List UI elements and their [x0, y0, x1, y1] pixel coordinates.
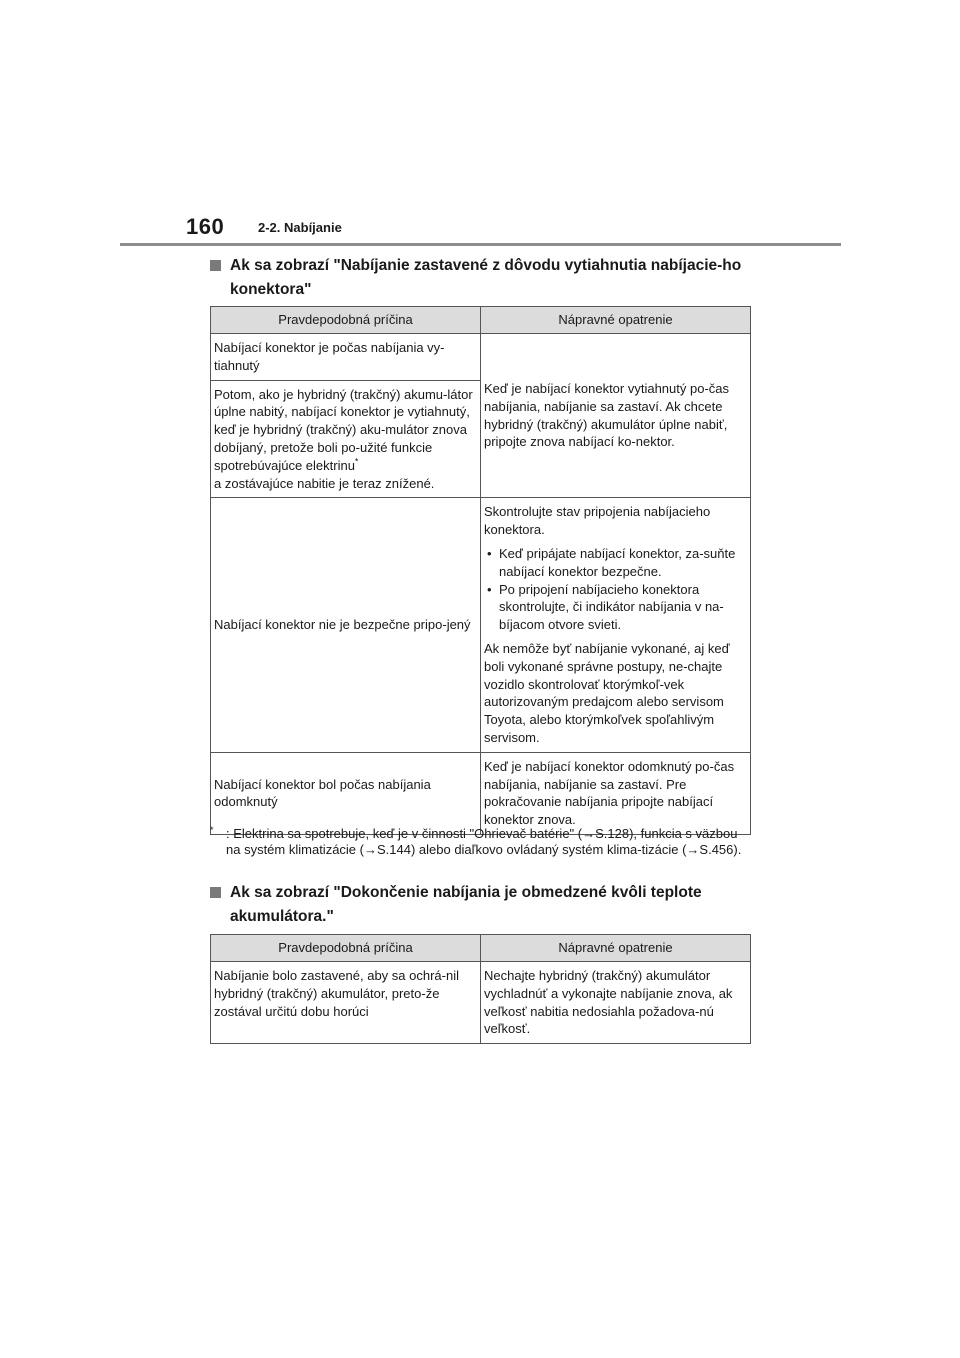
section-heading-1 [210, 254, 755, 302]
list-item: • Keď pripájate nabíjací konektor, za-suňte nabíjací konektor bezpečne. [484, 545, 747, 581]
running-head: 2-2. Nabíjanie [258, 220, 342, 235]
remedy-outro: Ak nemôže byť nabíjanie vykonané, aj keď boli vykonané správne postupy, ne-chajte vozidlo skontrolovať ktorýmkoľ-vek autorizovaným predajcom alebo servisom Toyota, alebo ktorýmkoľvek spoľahlivým servisom. [484, 640, 730, 745]
table-disconnect [210, 306, 751, 835]
remedy-cell: Keď je nabíjací konektor vytiahnutý po-čas nabíjania, nabíjanie sa zastaví. Ak chcete hybridný (trakčný) akumulátor úplne nabiť, pripojte znova nabíjací ko-nektor. [481, 334, 751, 498]
section-title: Ak sa zobrazí "Nabíjanie zastavené z dôvodu vytiahnutia nabíjacie-ho konektora" [230, 257, 742, 298]
cause-cell: Nabíjanie bolo zastavené, aby sa ochrá-nil hybridný (trakčný) akumulátor, preto-že zostával určitú dobu horúci [211, 962, 481, 1044]
cause-cell: Nabíjací konektor bol počas nabíjania odomknutý [211, 752, 481, 834]
column-header-remedy: Nápravné opatrenie [481, 307, 751, 334]
cause-cell [211, 380, 481, 498]
remedy-cell: Keď je nabíjací konektor odomknutý po-čas nabíjania, nabíjanie sa zastaví. Pre pokračovanie nabíjania pripojte nabíjací konektor znova. [481, 752, 751, 834]
table-header-row [211, 935, 751, 962]
list-item: • Po pripojení nabíjacieho konektora skontrolujte, či indikátor nabíjania v na-bíjacom otvore svieti. [484, 581, 747, 634]
square-bullet-icon [210, 260, 221, 271]
table-row [211, 498, 751, 752]
footnote-mark: * [354, 456, 359, 467]
footnote-mark: * [210, 825, 214, 835]
remedy-bullet-list [484, 545, 747, 634]
cause-text-tail: a zostávajúce nabitie je teraz znížené. [214, 475, 435, 491]
header-rule [120, 243, 841, 246]
page-number: 160 [186, 214, 225, 239]
table-header-row [211, 307, 751, 334]
column-header-cause: Pravdepodobná príčina [211, 935, 481, 962]
table-row [211, 752, 751, 834]
cause-cell: Nabíjací konektor nie je bezpečne pripo-jený [211, 498, 481, 752]
table-row [211, 334, 751, 381]
remedy-cell: Nechajte hybridný (trakčný) akumulátor vychladnúť a vykonajte nabíjanie znova, ak veľkosť nabitia nedosiahla požadova-nú veľkosť. [481, 962, 751, 1044]
square-bullet-icon [210, 887, 221, 898]
cause-cell: Nabíjací konektor je počas nabíjania vy-tiahnutý [211, 334, 481, 381]
section-heading-2 [210, 881, 755, 929]
cause-text: Potom, ako je hybridný (trakčný) akumu-látor úplne nabitý, nabíjací konektor je vytiahnutý, keď je hybridný (trakčný) aku-mulátor znova dobíjaný, pretože boli po-užité funkcie spotrebúvajúce elektrinu [214, 386, 473, 473]
remedy-intro: Skontrolujte stav pripojenia nabíjacieho konektora. [484, 504, 711, 538]
column-header-cause: Pravdepodobná príčina [211, 307, 481, 334]
table-row [211, 962, 751, 1044]
section-title: Ak sa zobrazí "Dokončenie nabíjania je obmedzené kvôli teplote akumulátora." [230, 884, 702, 925]
column-header-remedy: Nápravné opatrenie [481, 935, 751, 962]
footnote [210, 826, 755, 858]
remedy-cell [481, 498, 751, 752]
footnote-text: : Elektrina sa spotrebuje, keď je v činnosti "Ohrievač batérie" (→S.128), funkcia s väzbou na systém klimatizácie (→S.144) alebo diaľkovo ovládaný systém klima-tizácie (→S.456). [226, 826, 742, 857]
table-temperature [210, 934, 751, 1044]
